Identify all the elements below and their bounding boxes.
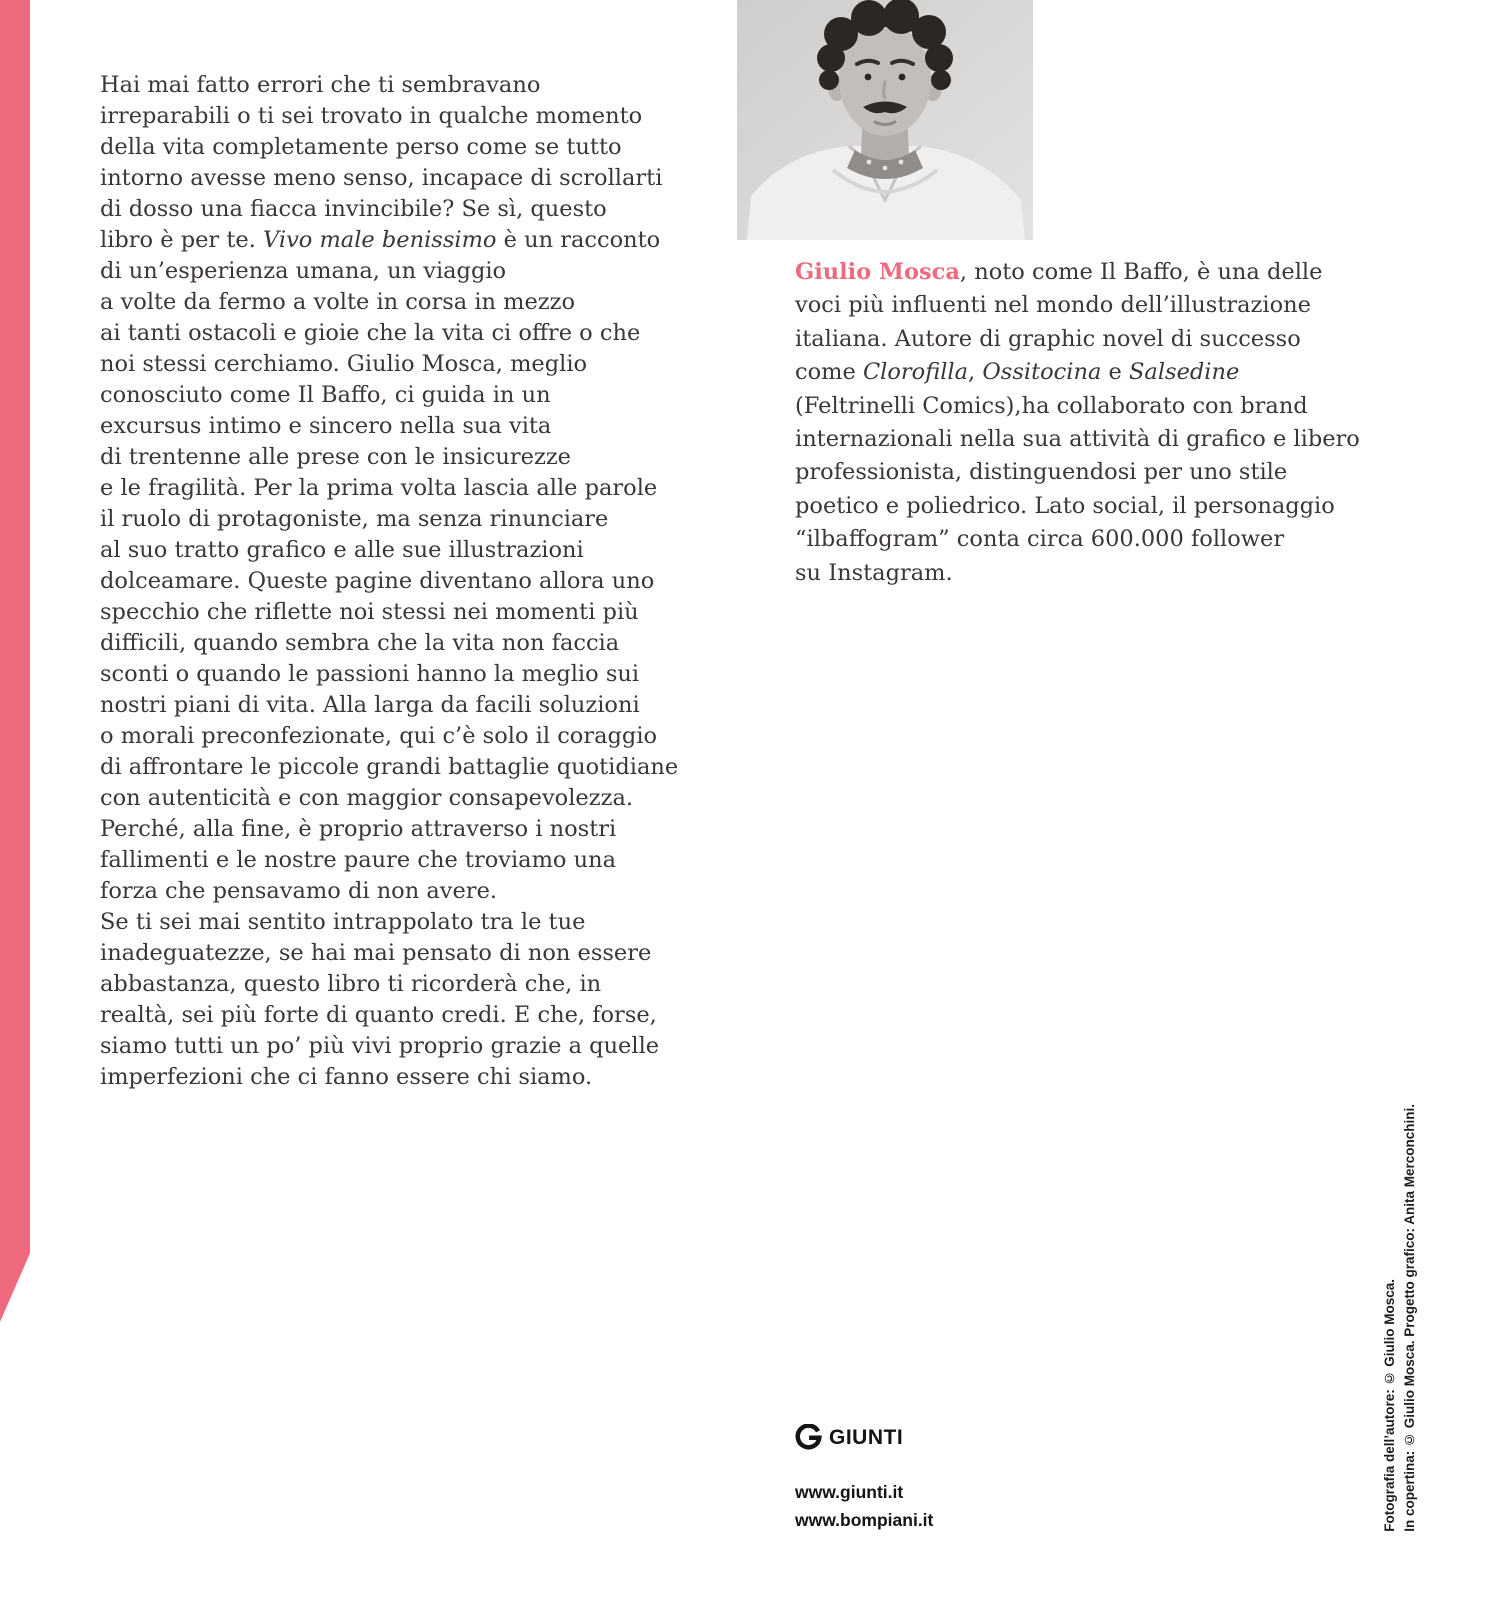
text-segment: o morali preconfezionate, qui c’è solo il coraggio [100,723,658,749]
text-line [795,323,1395,356]
text-segment: specchio che riflette noi stessi nei momenti più [100,599,639,625]
text-segment: di affrontare le piccole grandi battaglie quotidiane [100,754,679,780]
text-line [100,1062,740,1093]
text-segment: Vivo male benissimo [263,227,497,253]
text-line [100,535,740,566]
text-line [100,163,740,194]
text-segment: noi stessi cerchiamo. Giulio Mosca, meglio [100,351,588,377]
text-segment: difficili, quando sembra che la vita non faccia [100,630,620,656]
text-line [100,628,740,659]
text-segment: intorno avesse meno senso, incapace di scrollarti [100,165,663,191]
author-bio-paragraph [795,256,1395,590]
text-line [795,456,1395,489]
text-line [795,523,1395,556]
cover-credit-line: In copertina: © Giulio Mosca. Progetto grafico: Anita Merconchini. [1402,1104,1417,1532]
text-line [100,721,740,752]
text-line [100,101,740,132]
text-segment: voci più influenti nel mondo dell’illustrazione [795,292,1311,319]
text-line [100,473,740,504]
text-line [100,287,740,318]
text-line [100,907,740,938]
text-segment: di un’esperienza umana, un viaggio [100,258,507,284]
text-segment: Salsedine [1129,359,1240,386]
text-segment: a volte da fermo a volte in corsa in mezzo [100,289,576,315]
text-line [100,938,740,969]
text-segment: forza che pensavamo di non avere. [100,878,498,904]
text-segment: Giulio Mosca [795,259,960,285]
text-segment: dolceamare. Queste pagine diventano allora uno [100,568,655,594]
text-line [100,349,740,380]
text-segment: , noto come Il Baffo, è una delle [959,259,1323,285]
text-segment: professionista, distinguendosi per uno stile [795,459,1288,486]
text-segment: Hai mai fatto errori che ti sembravano [100,72,541,98]
text-line [100,845,740,876]
text-line [100,442,740,473]
text-segment: Se ti sei mai sentito intrappolato tra le tue [100,909,586,935]
text-segment: (Feltrinelli Comics),ha collaborato con brand [795,392,1308,419]
text-segment: Perché, alla fine, è proprio attraverso i nostri [100,816,617,842]
text-line [100,225,740,256]
text-segment: di dosso una fiacca invincibile? Se sì, questo [100,196,607,222]
text-segment: internazionali nella sua attività di grafico e libero [795,426,1360,453]
text-segment: della vita completamente perso come se tutto [100,134,622,160]
text-line [100,1000,740,1031]
photo-credits [1380,1104,1420,1532]
text-segment: su Instagram. [795,559,953,586]
synopsis-paragraph [100,70,740,1093]
text-line [795,289,1395,322]
author-photo-frame [737,0,1033,240]
text-segment: è un racconto [496,227,661,253]
text-line [100,380,740,411]
spine-accent-stripe [0,0,30,1322]
text-line [100,194,740,225]
text-line [100,752,740,783]
text-line [100,411,740,442]
text-segment: Ossitocina [982,359,1102,386]
bompiani-url: www.bompiani.it [795,1510,934,1530]
text-line [795,256,1395,289]
text-line [100,597,740,628]
text-line [100,876,740,907]
text-line [795,557,1395,590]
text-segment: come [795,359,863,386]
text-segment: il ruolo di protagoniste, ma senza rinunciare [100,506,609,532]
text-line [795,356,1395,389]
text-line [100,70,740,101]
text-line [100,659,740,690]
text-line [795,423,1395,456]
text-segment: Clorofilla [862,359,969,386]
text-segment: e [1101,359,1129,386]
text-line [100,814,740,845]
text-line [100,318,740,349]
photo-credit-line: Fotografia dell’autore: © Giulio Mosca. [1382,1279,1397,1532]
text-line [100,969,740,1000]
giunti-logo [795,1424,933,1451]
text-segment: di trentenne alle prese con le insicurezze [100,444,571,470]
text-line [100,504,740,535]
text-segment: con autenticità e con maggior consapevolezza. [100,785,634,811]
publisher-block [795,1424,933,1534]
text-segment: e le fragilità. Per la prima volta lascia alle parole [100,475,658,501]
text-segment: excursus intimo e sincero nella sua vita [100,413,552,439]
text-line [100,783,740,814]
text-segment: nostri piani di vita. Alla larga da facili soluzioni [100,692,640,718]
text-line [100,132,740,163]
text-line [100,1031,740,1062]
text-segment: sconti o quando le passioni hanno la meglio sui [100,661,640,687]
giunti-logo-text: GIUNTI [829,1425,904,1449]
text-line [795,390,1395,423]
giunti-url: www.giunti.it [795,1482,904,1502]
text-segment: siamo tutti un po’ più vivi proprio grazie a quelle [100,1033,660,1059]
text-segment: libro è per te. [100,227,264,253]
text-line [100,690,740,721]
text-segment: , [968,359,983,386]
publisher-urls [795,1478,933,1534]
giunti-g-logo-icon [795,1424,822,1451]
text-segment: irreparabili o ti sei trovato in qualche momento [100,103,643,129]
author-portrait-photo [737,0,1033,240]
text-segment: abbastanza, questo libro ti ricorderà che, in [100,971,602,997]
text-segment: italiana. Autore di graphic novel di successo [795,325,1301,352]
text-segment: al suo tratto grafico e alle sue illustrazioni [100,537,584,563]
text-segment: “ilbaffogram” conta circa 600.000 follower [795,526,1285,553]
text-segment: imperfezioni che ci fanno essere chi siamo. [100,1064,593,1090]
text-line [100,566,740,597]
text-segment: inadeguatezze, se hai mai pensato di non essere [100,940,652,966]
text-line [100,256,740,287]
text-segment: conosciuto come Il Baffo, ci guida in un [100,382,551,408]
text-segment: poetico e poliedrico. Lato social, il personaggio [795,492,1335,519]
text-segment: realtà, sei più forte di quanto credi. E che, forse, [100,1002,657,1028]
text-line [795,490,1395,523]
text-segment: ai tanti ostacoli e gioie che la vita ci offre o che [100,320,641,346]
text-segment: fallimenti e le nostre paure che troviamo una [100,847,617,873]
